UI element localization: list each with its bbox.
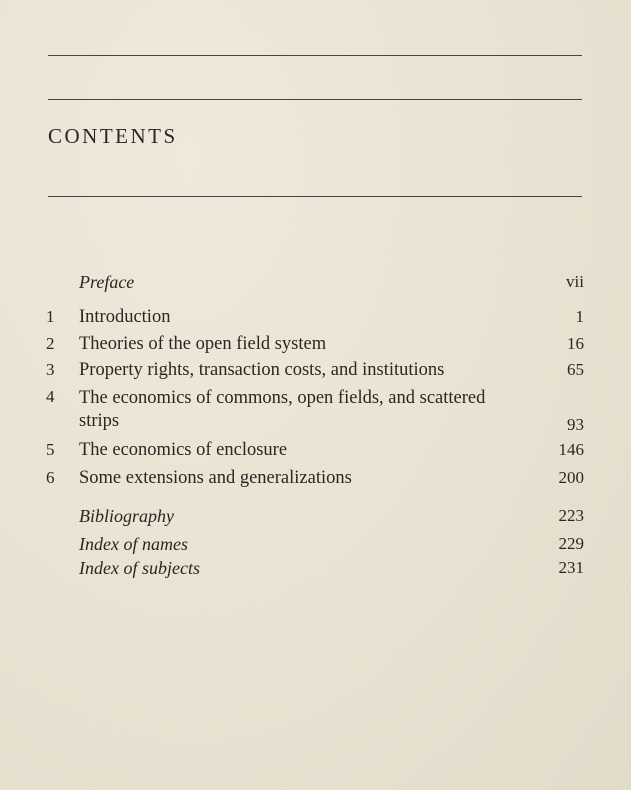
- toc-entry-index-of-subjects: [46, 558, 590, 582]
- contents-heading: CONTENTS: [48, 124, 178, 148]
- toc-entry-chapter-4: [46, 387, 590, 435]
- toc-entry-chapter-2: [46, 334, 590, 358]
- page-number: 146: [558, 440, 584, 459]
- chapter-number: 1: [46, 307, 55, 326]
- page-number: 16: [567, 334, 584, 353]
- entry-title: Preface: [79, 272, 135, 292]
- page-number: 200: [558, 468, 584, 487]
- entry-title: The economics of enclosure: [79, 440, 288, 460]
- chapter-number: 4: [46, 387, 55, 406]
- entry-title: Index of names: [79, 534, 188, 554]
- toc-entry-index-of-names: [46, 534, 590, 558]
- toc-entry-chapter-1: [46, 307, 590, 331]
- entry-title: Introduction: [79, 307, 171, 327]
- page-number: vii: [566, 272, 584, 291]
- entry-title: Theories of the open field system: [79, 334, 327, 354]
- entry-title: Some extensions and generalizations: [79, 468, 352, 488]
- toc-entry-chapter-5: [46, 440, 590, 464]
- page-number: 1: [575, 307, 584, 326]
- toc-entry-bibliography: [46, 506, 590, 530]
- entry-title: Bibliography: [79, 506, 174, 526]
- top-rule: [48, 55, 582, 56]
- second-rule: [48, 99, 582, 100]
- toc-entry-preface: [46, 272, 590, 296]
- chapter-number: 3: [46, 360, 55, 379]
- toc-entry-chapter-6: [46, 468, 590, 492]
- page-number: 231: [558, 558, 584, 577]
- chapter-number: 2: [46, 334, 55, 353]
- entry-title: Property rights, transaction costs, and institutions: [79, 360, 445, 380]
- entry-title: The economics of commons, open fields, and scattered strips: [79, 388, 486, 431]
- chapter-number: 6: [46, 468, 55, 487]
- page-number: 65: [567, 360, 584, 379]
- page-number: 93: [567, 415, 584, 434]
- entry-title: Index of subjects: [79, 558, 200, 578]
- page-number: 223: [558, 506, 584, 525]
- chapter-number: 5: [46, 440, 55, 459]
- heading-underline-rule: [48, 196, 582, 197]
- toc-entry-chapter-3: [46, 360, 590, 384]
- page-number: 229: [558, 534, 584, 553]
